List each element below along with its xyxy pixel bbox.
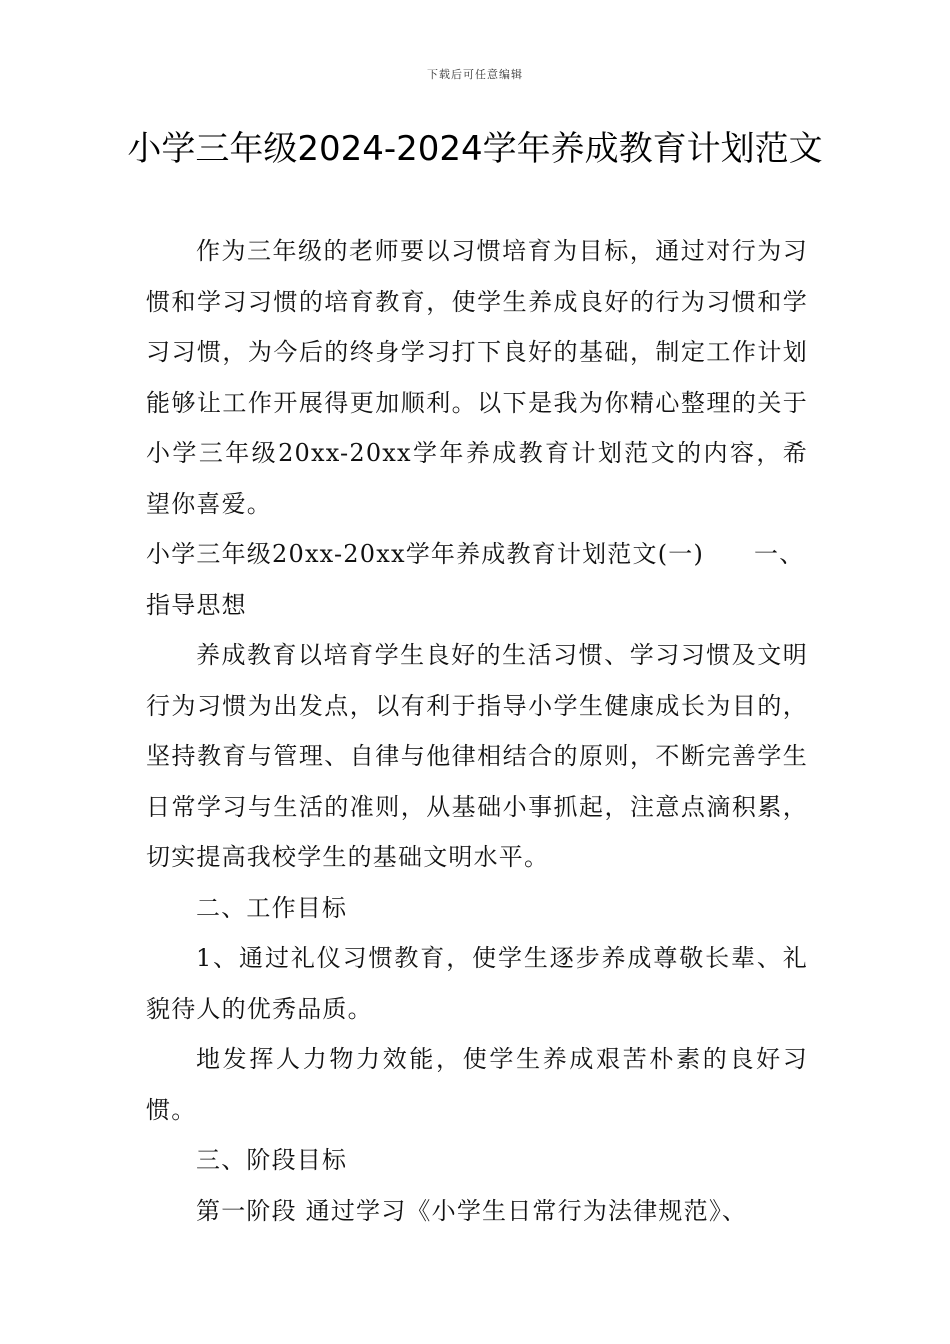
intro-paragraph: 作为三年级的老师要以习惯培育为目标，通过对行为习惯和学习习惯的培育教育，使学生养成良好的行为习惯和学习习惯，为今后的终身学习打下良好的基础，制定工作计划能够让工作开展得更加顺利。以下是我为你精心整理的关于小学三年级20xx-20xx学年养成教育计划范文的内容，希望你喜爱。	[146, 237, 808, 518]
guiding-paragraph: 养成教育以培育学生良好的生活习惯、学习习惯及文明行为习惯为出发点，以有利于指导小学生健康成长为目的，坚持教育与管理、自律与他律相结合的原则，不断完善学生日常学习与生活的准则，从基础小事抓起，注意点滴积累，切实提高我校学生的基础文明水平。	[146, 641, 808, 871]
stage-heading: 三、阶段目标	[196, 1146, 348, 1174]
goal-1-paragraph: 1、通过礼仪习惯教育，使学生逐步养成尊敬长辈、礼貌待人的优秀品质。	[146, 944, 808, 1023]
section-number: 一、	[754, 540, 805, 568]
guiding-title: 指导思想	[146, 590, 247, 619]
section-heading	[146, 529, 808, 580]
stage-1-paragraph: 第一阶段 通过学习《小学生日常行为法律规范》、	[196, 1196, 748, 1225]
document-title: 小学三年级2024-2024学年养成教育计划范文	[127, 129, 823, 169]
section-heading-text: 小学三年级20xx-20xx学年养成教育计划范文(一)	[146, 540, 705, 568]
document-body	[146, 226, 808, 1236]
page-header-note: 下载后可任意编辑	[427, 68, 523, 81]
goals-heading: 二、工作目标	[196, 893, 348, 922]
goal-2-paragraph: 地发挥人力物力效能，使学生养成艰苦朴素的良好习惯。	[146, 1045, 808, 1124]
